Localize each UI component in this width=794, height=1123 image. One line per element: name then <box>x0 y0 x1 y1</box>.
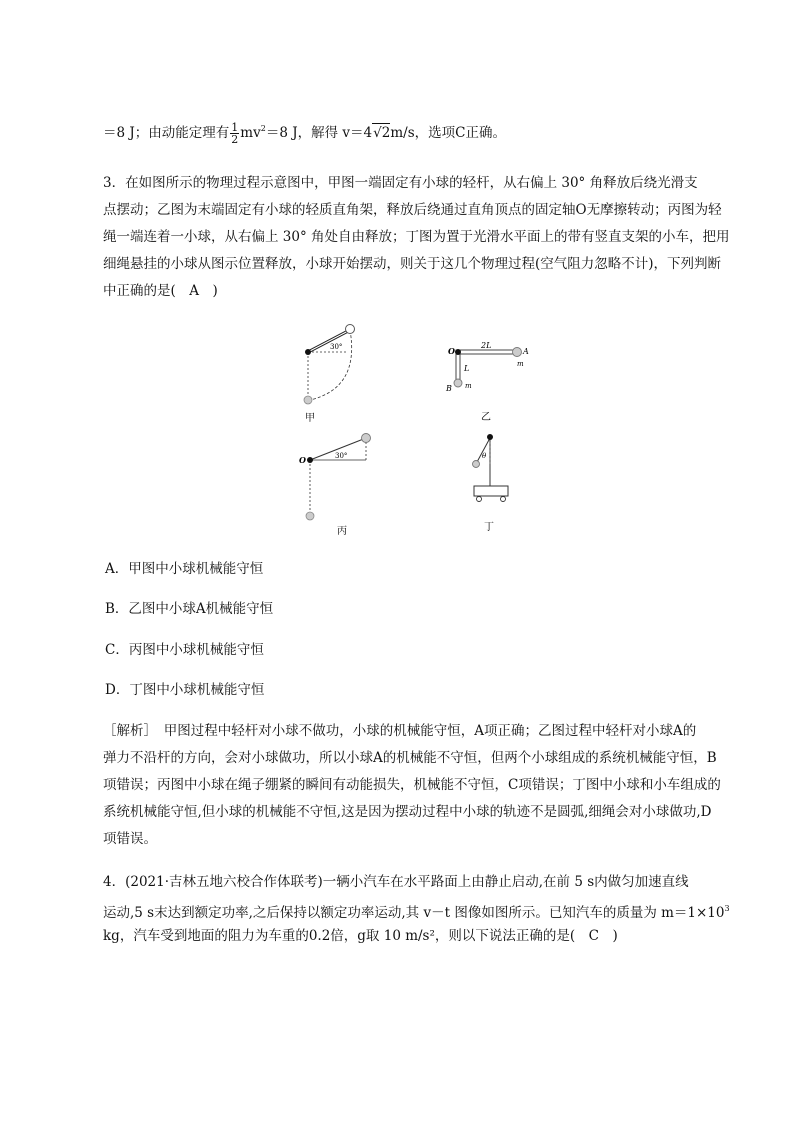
jia-angle-label: 30° <box>330 343 343 351</box>
analysis-line-2: 弹力不沿杆的方向，会对小球做功，所以小球A的机械能不守恒，但两个小球组成的系统机械能守恒，B <box>103 750 717 766</box>
yi-ball-A <box>513 348 522 357</box>
yi-B-label: B <box>446 384 452 393</box>
ding-pivot <box>487 434 493 440</box>
option-c: C．丙图中小球机械能守恒 <box>105 642 264 658</box>
answer-line: ＝8 J；由动能定理有 $\frac{1}{2}$ $mv^2=8$ J，解得 v＝4√2m/s，选项C正确。 <box>103 121 506 146</box>
analysis-line-3: 项错误；丙图中小球在绳子绷紧的瞬间有动能损失，机械能不守恒，C项错误；丁图中小球和小车组成的 <box>103 777 721 793</box>
fraction-one-half: $\frac{1}{2}$ <box>231 121 239 146</box>
sqrt-expression: √2 <box>373 125 391 141</box>
yi-caption: 乙 <box>481 412 491 423</box>
q4-line-2: 运动,5 s末达到额定功率,之后保持以额定功率运动,其 v－t 图像如图所示。已知汽车的质量为 $m=1\times 10^3$ <box>103 904 730 921</box>
option-b: B．乙图中小球A机械能守恒 <box>105 601 274 617</box>
bing-caption: 丙 <box>337 526 347 537</box>
q4-line-3: kg，汽车受到地面的阻力为车重的0.2倍，g取 10 m/s²，则以下说法正确的是( C ) <box>103 928 618 944</box>
yi-2L-label: 2L <box>481 341 492 350</box>
analysis-line-4: 系统机械能守恒,但小球的机械能不守恒,这是因为摆动过程中小球的轨迹不是圆弧,细绳会对小球做功,D <box>103 804 712 820</box>
bing-O-label: O <box>299 455 306 465</box>
figure-bing <box>295 428 385 538</box>
figure-yi <box>445 338 545 426</box>
ding-cart <box>474 486 508 496</box>
jia-pivot <box>305 349 311 355</box>
bing-pivot <box>307 457 313 463</box>
yi-top-rod <box>456 350 514 354</box>
yi-side-rod <box>456 352 460 382</box>
q3-line-3: 绳一端连着一小球，从右偏上 30° 角处自由释放；丁图为置于光滑水平面上的带有竖直支架的小车，把用 <box>103 229 730 245</box>
ding-wheel-right <box>501 497 506 502</box>
ding-ball <box>473 461 480 468</box>
yi-L-label: L <box>464 364 470 373</box>
q3-line-4: 细绳悬挂的小球从图示位置释放，小球开始摆动，则关于这几个物理过程(空气阻力忽略不计)，下列判断 <box>103 256 722 272</box>
yi-A-label: A <box>523 347 529 356</box>
q4-line-1: 4．(2021·吉林五地六校合作体联考)一辆小汽车在水平路面上由静止启动,在前 5 s内做匀加速直线 <box>103 874 689 890</box>
yi-O-label: O <box>448 346 455 356</box>
line1-pre: ＝8 J；由动能定理有 <box>103 125 230 141</box>
yi-m-bottom-label: m <box>465 382 472 390</box>
figure-jia <box>290 318 370 423</box>
bing-ball-lowest <box>306 512 314 520</box>
ding-caption: 丁 <box>484 522 494 533</box>
figure-ding <box>465 428 520 533</box>
yi-pivot <box>455 349 461 355</box>
jia-caption: 甲 <box>305 413 315 423</box>
jia-ball <box>346 325 355 334</box>
q3-line-2: 点摆动；乙图为末端固定有小球的轻质直角架，释放后绕通过直角顶点的固定轴O无摩擦转动；丙图为轻 <box>103 202 722 218</box>
jia-ball-lowest <box>304 396 312 404</box>
analysis-line-1: ［解析］ 甲图过程中轻杆对小球不做功，小球的机械能守恒，A项正确；乙图过程中轻杆对小球A的 <box>103 723 697 739</box>
yi-m-right-label: m <box>517 360 524 368</box>
q3-line-5: 中正确的是( A ) <box>103 283 218 299</box>
option-a: A．甲图中小球机械能守恒 <box>105 561 264 577</box>
ding-theta-label: θ <box>482 452 487 460</box>
analysis-line-5: 项错误。 <box>103 831 157 847</box>
ding-wheel-left <box>477 497 482 502</box>
yi-ball-B <box>454 379 462 387</box>
option-d: D．丁图中小球机械能守恒 <box>105 682 265 698</box>
q3-line-1: 3．在如图所示的物理过程示意图中，甲图一端固定有小球的轻杆，从右偏上 30° 角释放后绕光滑支 <box>103 175 698 191</box>
bing-angle-label: 30° <box>335 452 348 460</box>
bing-ball <box>362 434 371 443</box>
